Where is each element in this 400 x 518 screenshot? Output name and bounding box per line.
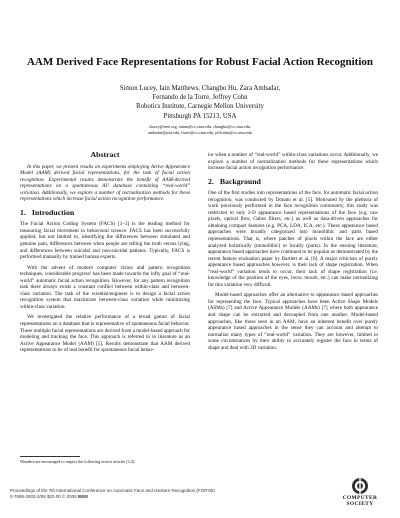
footnote: ¹Readers are encouraged to inspect the following review articles [3,4].	[20, 459, 136, 464]
intro-continuation: ior when a number of “real-world” within-class variations occur. Additionally, we explore a number of normalization methods for these representations which increase facial action recognition performance.	[208, 152, 378, 172]
intro-number: 1.	[20, 207, 26, 217]
abstract-text: In this paper, we present results on experiments employing Active Appearance Model (AAM) derived facial representations, for the task of facial action recognition. Experimental results demonstrate the benefit of AAM-derived representations on a spontaneous AU database containing “real-world” variation. Additionally, we explore a number of normalization methods for these representations which increase facial action recognition performance.	[20, 163, 190, 203]
background-title: Background	[219, 176, 261, 186]
abstract-heading: Abstract	[90, 150, 120, 159]
computer-society-logo	[332, 477, 388, 513]
logo-text	[332, 496, 388, 508]
background-number: 2.	[208, 176, 214, 186]
background-paragraph-1: One of the first studies into representations of the face, for automatic facial action recognition, was conducted by Donato et al. [5]. Motivated by the plethora of work previously performed in the face recognition community, this study was restricted to only 2-D appearance based representations of the face (e.g. raw pixels, optical flow, Gabor filters, etc.) as well as data-driven approaches for obtaining compact features (e.g. PCA, LDA, ICA, etc.). These appearance based approaches were broadly categorized into monolithic and parts based representations. That is, where patches of pixels within the face are either analyzed holistically (monolithic) or locally (parts). In the ensuing literature, appearance based approaches have continued to be popular as demonstrated by the recent feature evaluation paper by Bartlett et al. [6]. A major criticism of purely appearance based approaches however, is their lack of shape registration. When “real-world” variation tends to occur, their lack of shape registration (i.e. knowledge of the position of the eyes, brow, mouth, etc.) can make normalizing for this variation very difficult.	[208, 190, 378, 288]
page-footer	[10, 488, 320, 501]
paper-title: AAM Derived Face Representations for Robust Facial Action Recognition	[26, 56, 374, 68]
intro-paragraph-3: We investigated the relative performance of a broad gamut of facial representations on a database that is representative of spontaneous facial behavior. These multiple facial representations are derived from a model-based approach for modeling and tracking the face. This approach is referred to in literature as an Active Appearance Model (AAM) [5]. Results demonstrate that AAM derived representations to be of real benefit for spontaneous facial behav-	[20, 314, 190, 354]
ieee-label: IEEE	[77, 494, 89, 500]
left-column	[20, 152, 190, 358]
intro-paragraph-2: With the advent of modern computer vision and pattern recognition techniques, considerable progress¹ has been made towards the lofty goal of “real-world” automatic facial action recognition. However, for any pattern recognition task there always exists a constant conflict between within-class and between-class variation. The task of the scientist/engineer is to design a facial action recognition system that maximizes between-class variation while minimizing within-class variation.	[20, 264, 190, 310]
computer-society-emblem-icon	[351, 477, 369, 495]
intro-heading	[20, 207, 190, 217]
author-names-line2: Fernando de la Torre, Jeffrey Cohn	[152, 94, 248, 102]
background-paragraph-2: Model-based approaches offer an alternative to appearance based approaches for representing the face. Typical approaches have been Active Shape Models (ASMs) [7] and Active Appearance Models (AAMs) [7] where both appearance and shape can be extracted and decoupled from one another. Model-based approaches, like those seen in an AAM, have an inherent benefit over purely appearance based approaches in the sense they can account and attempt to normalize many types of “real-world” variation. They are however, limited in some circumstances by their ability to accurately register the face in terms of shape and deal with 3D variation.	[208, 292, 378, 351]
background-heading	[208, 176, 378, 186]
intro-title: Introduction	[31, 207, 75, 217]
logo-text-line1: COMPUTER	[342, 495, 378, 501]
copyright-line	[10, 494, 320, 500]
right-column	[208, 152, 378, 355]
isbn-copyright: 0-7695-2503-2/06 $20.00 © 2006	[10, 494, 77, 500]
logo-text-line2: SOCIETY	[346, 500, 374, 507]
author-block	[20, 84, 380, 121]
email-line1: slucey@ieee.org, iainm@cs.cmu.edu, changbo@cs.cmu.edu,	[148, 124, 252, 129]
address: Pittsburgh PA 15213, USA	[163, 112, 237, 120]
email-line2: ambadar@pitt.edu, ftorre@cs.cmu.edu, jeffcohn@cs.cmu.edu	[148, 130, 252, 135]
intro-paragraph-1: The Facial Action Coding System (FACS) [1–3] is the leading method for measuring facial movement in behavioral science. FACS has been successfully applied, but not limited to, identifying the differences between simulated and genuine pain, differences between when people are telling the truth versus lying, and differences between suicidal and non-suicidal patients. Typically, FACS is performed manually by trained human experts.	[20, 221, 190, 261]
affiliation: Robotics Institute, Carnegie Mellon University	[136, 103, 264, 111]
proceedings-line: Proceedings of the 7th International Conference on Automatic Face and Gesture Recognition (FGR’06)	[10, 488, 215, 493]
author-names-line1: Simon Lucey, Iain Matthews, Changbo Hu, Zara Ambadar,	[119, 85, 281, 92]
footnote-rule	[20, 456, 80, 457]
email-block	[20, 124, 380, 136]
